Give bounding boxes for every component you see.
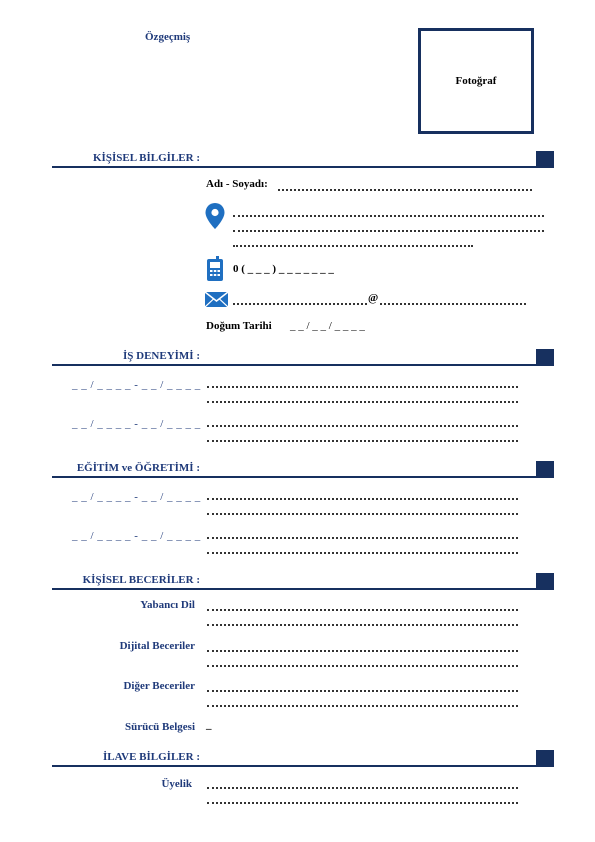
- section-title-experience: İŞ DENEYİMİ :: [122, 350, 200, 362]
- experience-line[interactable]: [207, 401, 518, 403]
- experience-date-range-1[interactable]: _ _ / _ _ _ _ - _ _ / _ _ _ _: [72, 379, 201, 391]
- experience-line[interactable]: [207, 386, 518, 388]
- section-divider: [52, 166, 554, 168]
- section-marker: [536, 151, 554, 167]
- name-label: Adı - Soyadı:: [206, 178, 268, 190]
- email-domain-field[interactable]: [380, 303, 526, 305]
- phone-field[interactable]: 0 ( _ _ _ ) _ _ _ _ _ _ _: [233, 263, 334, 275]
- membership-line[interactable]: [207, 802, 518, 804]
- envelope-icon: [205, 292, 228, 307]
- name-field[interactable]: [278, 189, 532, 191]
- other-skills-line[interactable]: [207, 690, 518, 692]
- section-divider: [52, 765, 554, 767]
- drivers-license-label: Sürücü Belgesi: [125, 721, 195, 733]
- section-title-personal: KİŞİSEL BİLGİLER :: [93, 152, 200, 164]
- section-marker: [536, 349, 554, 365]
- email-at: @: [368, 292, 379, 304]
- experience-line[interactable]: [207, 440, 518, 442]
- experience-date-range-2[interactable]: _ _ / _ _ _ _ - _ _ / _ _ _ _: [72, 418, 201, 430]
- membership-label: Üyelik: [161, 778, 192, 790]
- mobile-phone-icon: [207, 256, 223, 281]
- foreign-language-line[interactable]: [207, 609, 518, 611]
- email-user-field[interactable]: [233, 303, 367, 305]
- birth-date-field[interactable]: _ _ / _ _ / _ _ _ _: [290, 320, 365, 332]
- education-line[interactable]: [207, 498, 518, 500]
- photo-label: Fotoğraf: [455, 75, 497, 87]
- education-line[interactable]: [207, 513, 518, 515]
- address-line-2[interactable]: [233, 230, 544, 232]
- section-title-additional: İLAVE BİLGİLER :: [103, 751, 200, 763]
- experience-line[interactable]: [207, 425, 518, 427]
- location-pin-icon: [205, 203, 225, 229]
- section-title-education: EĞİTİM ve ÖĞRETİMİ :: [76, 462, 200, 474]
- section-marker: [536, 573, 554, 589]
- section-divider: [52, 364, 554, 366]
- section-marker: [536, 461, 554, 477]
- birth-date-label: Doğum Tarihi: [206, 320, 272, 332]
- section-marker: [536, 750, 554, 766]
- education-line[interactable]: [207, 552, 518, 554]
- address-line-3[interactable]: [233, 245, 473, 247]
- digital-skills-label: Dijital Beceriler: [119, 640, 195, 652]
- other-skills-line[interactable]: [207, 705, 518, 707]
- digital-skills-line[interactable]: [207, 665, 518, 667]
- foreign-language-line[interactable]: [207, 624, 518, 626]
- section-divider: [52, 476, 554, 478]
- membership-line[interactable]: [207, 787, 518, 789]
- education-date-range-1[interactable]: _ _ / _ _ _ _ - _ _ / _ _ _ _: [72, 491, 201, 503]
- page-title: Özgeçmiş: [145, 31, 191, 43]
- education-date-range-2[interactable]: _ _ / _ _ _ _ - _ _ / _ _ _ _: [72, 530, 201, 542]
- drivers-license-field[interactable]: _: [206, 719, 212, 731]
- section-title-skills: KİŞİSEL BECERİLER :: [82, 574, 200, 586]
- other-skills-label: Diğer Beceriler: [123, 680, 195, 692]
- photo-placeholder[interactable]: [418, 28, 534, 134]
- section-divider: [52, 588, 554, 590]
- digital-skills-line[interactable]: [207, 650, 518, 652]
- address-line-1[interactable]: [233, 215, 544, 217]
- education-line[interactable]: [207, 537, 518, 539]
- foreign-language-label: Yabancı Dil: [140, 599, 195, 611]
